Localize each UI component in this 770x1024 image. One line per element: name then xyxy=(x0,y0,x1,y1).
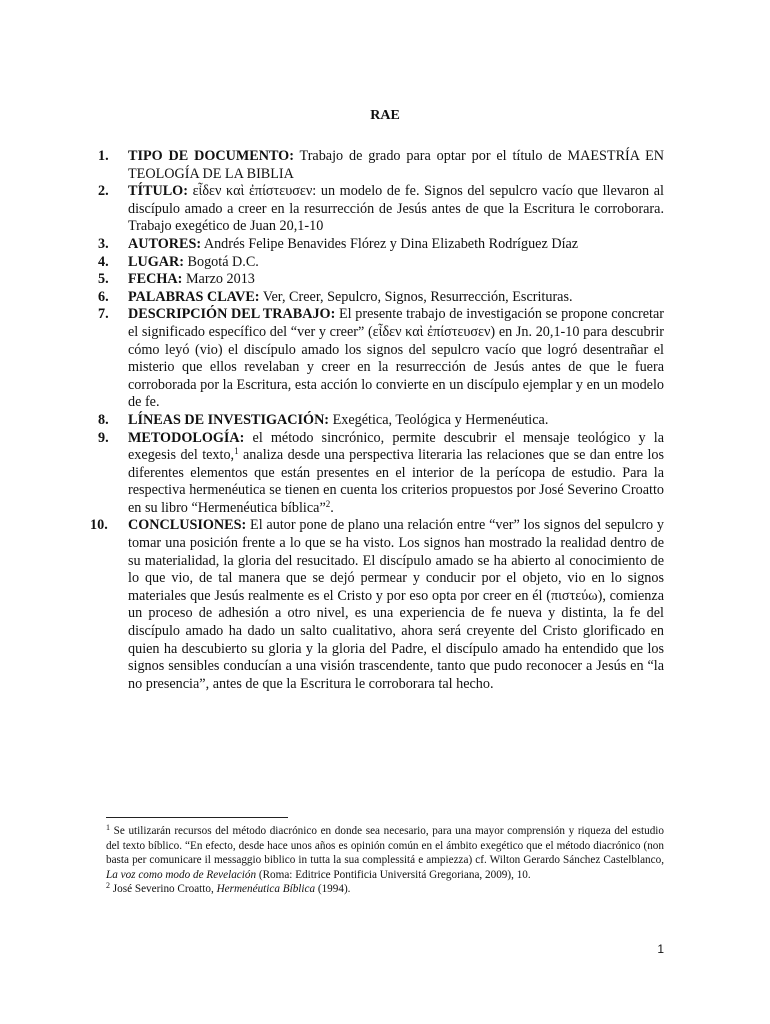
rae-list xyxy=(90,148,665,693)
list-item-lineas xyxy=(98,412,664,430)
item-text: Bogotá D.C. xyxy=(183,253,259,270)
item-text: analiza desde una perspectiva literaria las relaciones que se dan entre los diferentes elementos que están presentes en el interior de la perícopa de estudio. Para la respectiva hermenéutica se tienen en cuenta los criterios propuestos por José Severino Croatto en su libro “Hermenéutica bíblica” xyxy=(128,447,665,516)
item-text: Ver, Creer, Sepulcro, Signos, Resurrección, Escrituras. xyxy=(259,288,573,305)
footnote-number: 1 xyxy=(106,823,110,832)
footnote-title: La voz como modo de Revelación xyxy=(106,868,257,881)
list-item-conclusiones xyxy=(90,517,664,693)
item-label: FECHA: xyxy=(128,271,183,288)
item-number: 3. xyxy=(98,235,109,252)
item-label: PALABRAS CLAVE: xyxy=(128,288,260,305)
footnote-ref-2[interactable]: 2 xyxy=(325,498,331,509)
footnote-2 xyxy=(106,882,664,897)
footnote-text: José Severino Croatto, xyxy=(110,883,217,896)
item-text: Trabajo de grado para optar por el título de MAESTRÍA EN TEOLOGÍA DE LA BIBLIA xyxy=(128,148,665,182)
page-title: RAE xyxy=(370,108,400,123)
footnote-number: 2 xyxy=(106,881,110,891)
item-text: el método sincrónico, permite descubrir el mensaje teológico y la exegesis del texto, xyxy=(128,429,664,464)
list-item-autores xyxy=(98,236,664,254)
item-label: LUGAR: xyxy=(128,253,184,270)
item-text: Andrés Felipe Benavides Flórez y Dina Elizabeth Rodríguez Díaz xyxy=(201,235,579,252)
footnote-1 xyxy=(106,824,664,882)
footnote-title: Hermenéutica Bíblica xyxy=(216,883,316,896)
item-label: DESCRIPCIÓN DEL TRABAJO: xyxy=(128,306,336,323)
item-text: El autor pone de plano una relación entre “ver” los signos del sepulcro y tomar una posición frente a lo que se ha visto. Los signos han mostrado la realidad dentro de su materialidad, la gloria del resucitado. El discípulo amado se ha abierto al conocimiento de lo que vio, de tal manera que se dejó permear y conducir por el objeto, vio en lo signos materiales que Jesús realmente es el Cristo y por eso opta por creer en él (πιστεύω), comienza un proceso de adhesión a otro nivel, es una experiencia de fe nueva y distinta, la fe del discípulo amado ha dado un salto cualitativo, ahora será creyente del Cristo glorificado en quien ha descubierto su gloria y la gloria del Padre, el discípulo amado ha entendido que los signos sensibles conducían a una visión trascendente, tanto que pudo reconocer a Jesús en “la no presencia”, antes de que la Escritura le corroborara tal hecho. xyxy=(128,517,664,692)
footnote-text: (1994). xyxy=(315,883,351,896)
item-label: TIPO DE DOCUMENTO: xyxy=(128,148,294,164)
item-label: AUTORES: xyxy=(128,235,202,252)
footnote-text: Se utilizarán recursos del método diacrónico en donde sea necesario, para una mayor comprensión y riqueza del estudio del texto bíblico. “En efecto, desde hace unos años es opinión común en el ámbito exegético que el método diacrónico (non basta per comunicare il messaggio biblico in tutta la sua complessitá e ampiezza) cf. Wilton Gerardo Sánchez Castelblanco, xyxy=(106,825,664,867)
footnotes xyxy=(106,824,664,897)
item-number: 4. xyxy=(98,253,109,270)
item-number: 5. xyxy=(98,271,109,288)
list-item-palabras-clave xyxy=(98,289,664,307)
item-number: 10. xyxy=(90,517,108,534)
list-item-descripcion xyxy=(98,306,664,412)
list-item-tipo-documento xyxy=(98,148,664,183)
footnote-separator xyxy=(106,817,288,818)
item-number: 8. xyxy=(98,411,109,428)
footnote-ref-1[interactable]: 1 xyxy=(234,446,239,457)
page-number: 1 xyxy=(657,942,664,956)
item-number: 2. xyxy=(98,183,109,200)
item-text: Exegética, Teológica y Hermenéutica. xyxy=(329,411,549,428)
item-number: 6. xyxy=(98,288,109,305)
item-text: Marzo 2013 xyxy=(182,271,255,288)
list-item-titulo xyxy=(98,183,664,236)
item-label: TÍTULO: xyxy=(128,183,188,200)
footnote-text: (Roma: Editrice Pontificia Universitá Gregoriana, 2009), 10. xyxy=(256,868,531,881)
list-item-metodologia xyxy=(98,430,664,518)
item-text: El presente trabajo de investigación se propone concretar el significado específico del “ver y creer” (εἶδεν καὶ ἐπίστευσεν) en Jn. 20,1-10 para descubrir cómo leyó (vio) el discípulo amado los signos del sepulcro vacío que logró desentrañar el misterio que ellos revelaban y creer en la resurrección de Jesús antes de que le fuera corroborada por la Escritura, esta acción lo convierte en un discípulo ejemplar y en un modelo de fe. xyxy=(128,306,664,411)
item-number: 9. xyxy=(98,429,109,446)
item-number: 1. xyxy=(98,148,109,164)
item-number: 7. xyxy=(98,306,109,323)
list-item-fecha xyxy=(98,271,664,289)
item-text: . xyxy=(330,499,334,516)
item-label: METODOLOGÍA: xyxy=(128,429,245,446)
item-label: CONCLUSIONES: xyxy=(128,517,247,534)
item-text: εἶδεν καὶ ἐπίστευσεν: un modelo de fe. Signos del sepulcro vacío que llevaron al discípulo amado a creer en la resurrección de Jesús antes de que la Escritura le corroborara. Trabajo exegético de Juan 20,1-10 xyxy=(128,183,664,235)
item-label: LÍNEAS DE INVESTIGACIÓN: xyxy=(128,411,330,428)
list-item-lugar xyxy=(98,254,664,272)
